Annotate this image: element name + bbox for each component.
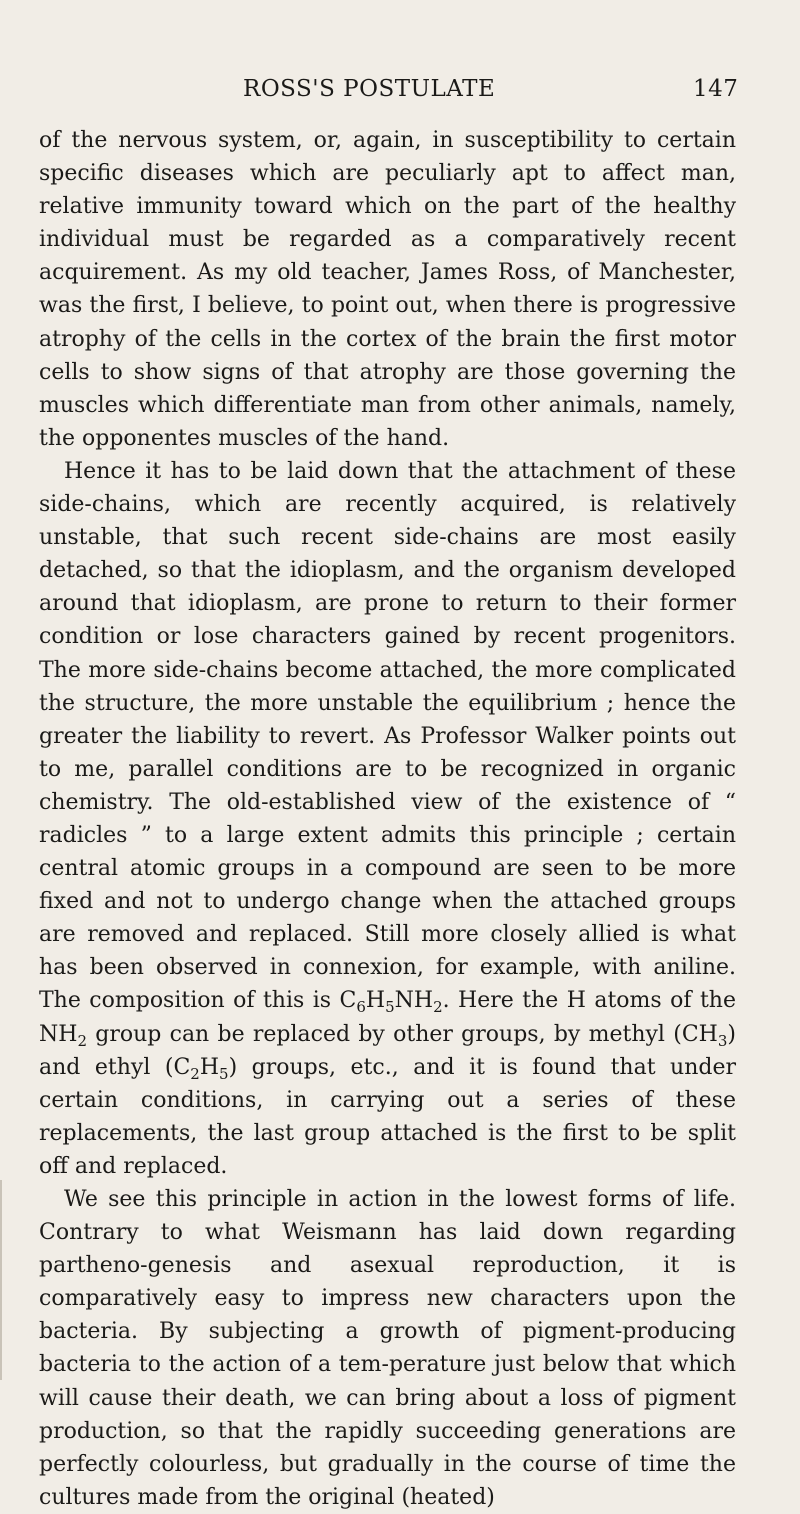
paragraph-2 — [39, 455, 736, 1183]
paragraph-2-text-c: group can be replaced by other groups, by methyl ( — [86, 1021, 682, 1047]
paragraph-2-text-b: . Here the H atoms of the — [442, 988, 736, 1014]
text-body — [39, 124, 736, 1514]
methyl-formula: $CH_3$ — [681, 1021, 728, 1050]
paragraph-3: We see this principle in action in the lowest forms of life. Contrary to what Weismann has laid down regarding partheno-genesis and asexual reproduction, it is comparatively easy to impress new characters upon the bacteria. By subjecting a growth of pigment-producing bacteria to the action of a tem-perature just below that which will cause their death, we can bring about a loss of pigment production, so that the rapidly succeeding generations are perfectly colourless, but gradually in the course of time the cultures made from the original (heated) — [39, 1187, 736, 1510]
paragraph-2-text-d: ) and ethyl ( — [39, 1021, 736, 1080]
page-number: 147 — [693, 76, 739, 102]
amino-group-formula: $NH_2$ — [39, 1021, 87, 1050]
aniline-formula: $C_6H_5NH_2$ — [339, 988, 443, 1017]
page-edge-mark — [0, 1180, 2, 1380]
running-title: ROSS'S POSTULATE — [243, 76, 496, 102]
ethyl-formula: $C_2H_5$ — [173, 1054, 229, 1083]
paragraph-1: of the nervous system, or, again, in susceptibility to certain specific diseases which are peculiarly apt to affect man, relative immunity toward which on the part of the healthy individual must be regarded as a comparatively recent acquirement. As my old teacher, James Ross, of Manchester, was the first, I believe, to point out, when there is progressive atrophy of the cells in the cortex of the brain the first motor cells to show signs of that atrophy are those governing the muscles which differentiate man from other animals, namely, the opponentes muscles of the hand. — [39, 128, 736, 451]
paragraph-2-text-e: ) groups, etc., and it is found that under certain conditions, in carrying out a series of these replacements, the last group attached is the first to be split off and replaced. — [39, 1054, 736, 1179]
running-head — [0, 76, 800, 112]
paragraph-2-text-a: Hence it has to be laid down that the attachment of these side-chains, which are recently acquired, is relatively unstable, that such recent side-chains are most easily detached, so that the idioplasm, and the organism developed around that idioplasm, are prone to return to their former condition or lose characters gained by recent progenitors. The more side-chains become attached, the more complicated the structure, the more unstable the equilibrium ; hence the greater the liability to revert. As Professor Walker points out to me, parallel conditions are to be recognized in organic chemistry. The old-established view of the existence of “ radicles ” to a large extent admits this principle ; certain central atomic groups in a compound are seen to be more fixed and not to undergo change when the attached groups are removed and replaced. Still more closely allied is what has been observed in connexion, for example, with aniline. The composition of this is — [39, 458, 736, 1014]
